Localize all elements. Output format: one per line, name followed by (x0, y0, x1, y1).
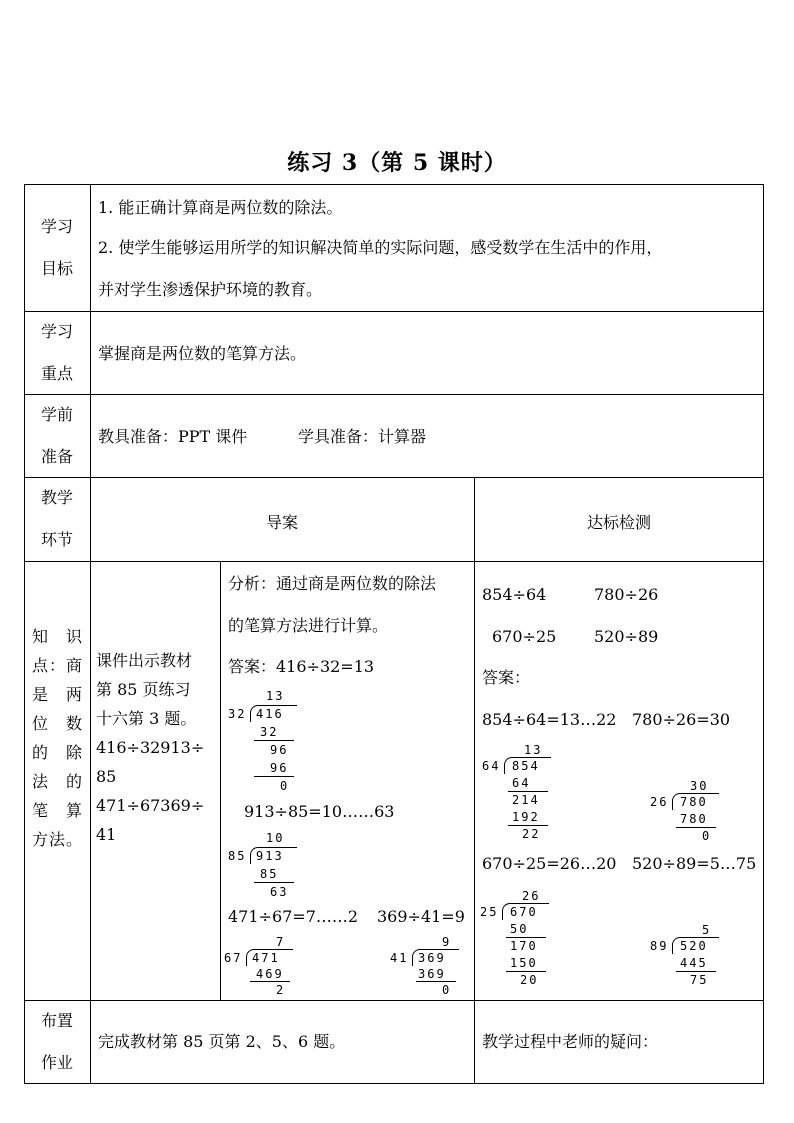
dividend: 416 (256, 707, 284, 721)
partial-product: 469 (256, 967, 284, 981)
check-a2: 780÷26=30 (632, 710, 731, 729)
remainder: 2 (276, 983, 286, 997)
knowledge-label (24, 622, 90, 854)
divisor: 85 (228, 849, 247, 863)
remainder: 63 (270, 885, 289, 899)
focus-label-1: 学习 (40, 322, 73, 341)
equation-913: 913÷85=10……63 (244, 802, 395, 821)
divisor: 26 (650, 795, 669, 809)
check-a4: 520÷89=5…75 (632, 854, 757, 873)
quotient: 26 (522, 889, 541, 903)
partial-product: 50 (510, 922, 529, 936)
steps-label-1: 教学 (40, 488, 73, 507)
task-line: 第 85 页练习 (96, 680, 191, 699)
remainder: 0 (702, 829, 712, 843)
dividend: 471 (252, 951, 280, 965)
guide-header: 导案 (265, 513, 298, 532)
divisor: 25 (480, 905, 499, 919)
answer-416: 答案：416÷32=13 (228, 657, 375, 676)
knowledge-label-line: 笔 算 (32, 801, 82, 820)
knowledge-label-line: 法 的 (32, 772, 82, 791)
goals-label-1: 学习 (40, 217, 73, 236)
check-q4: 520÷89 (594, 627, 659, 646)
long-division-520 (650, 922, 730, 988)
task-line: 十六第 3 题。 (96, 709, 197, 728)
equation-471: 471÷67=7……2 (228, 907, 359, 926)
long-division-369 (390, 934, 470, 1000)
dividend: 369 (418, 951, 446, 965)
long-division-471 (224, 934, 304, 1000)
analysis-line-1: 分析：通过商是两位数的除法 (228, 574, 437, 593)
quotient: 13 (524, 743, 543, 757)
knowledge-label-line: 点：商 (32, 656, 82, 675)
remainder: 20 (520, 973, 539, 987)
long-division-670 (480, 888, 560, 992)
focus-text: 掌握商是两位数的笔算方法。 (98, 344, 307, 363)
knowledge-label-line: 知 识 (32, 627, 82, 646)
remainder: 0 (442, 983, 452, 997)
check-q2: 780÷26 (594, 585, 659, 604)
check-a3: 670÷25=26…20 (482, 854, 617, 873)
task-line: 41 (96, 825, 117, 844)
quotient: 9 (442, 935, 452, 949)
check-header: 达标检测 (586, 513, 651, 532)
dividend: 520 (680, 939, 708, 953)
check-q3: 670÷25 (492, 627, 557, 646)
analysis-line-2: 的笔算方法进行计算。 (228, 616, 389, 635)
partial-remainder: 214 (512, 793, 540, 807)
partial-product: 369 (418, 967, 446, 981)
goals-label-2: 目标 (40, 259, 73, 278)
partial-remainder: 96 (270, 743, 289, 757)
prep-teacher: 教具准备：PPT 课件 (98, 427, 248, 446)
steps-label-2: 环节 (40, 530, 73, 549)
focus-label-2: 重点 (40, 364, 73, 383)
divisor: 64 (482, 759, 501, 773)
dividend: 780 (680, 795, 708, 809)
homework-label-1: 布置 (40, 1011, 73, 1030)
homework-text: 完成教材第 85 页第 2、5、6 题。 (98, 1032, 346, 1051)
dividend: 854 (512, 759, 540, 773)
quotient: 30 (690, 779, 709, 793)
knowledge-label-line: 方法。 (32, 830, 82, 849)
dividend: 670 (510, 905, 538, 919)
partial-product: 150 (510, 956, 538, 970)
quotient: 7 (276, 935, 286, 949)
partial-product: 780 (680, 812, 708, 826)
equation-369: 369÷41=9 (377, 907, 465, 926)
remainder: 75 (690, 973, 709, 987)
divisor: 67 (224, 951, 243, 965)
partial-product: 32 (260, 725, 279, 739)
partial-product: 192 (512, 810, 540, 824)
teacher-questions: 教学过程中老师的疑问： (482, 1032, 659, 1051)
divisor: 89 (650, 939, 669, 953)
prep-label-1: 学前 (40, 405, 73, 424)
task-line: 85 (96, 767, 117, 786)
divisor: 41 (390, 951, 409, 965)
partial-product: 445 (680, 956, 708, 970)
task-list (96, 646, 204, 849)
long-division-913 (228, 830, 308, 900)
long-division-416 (228, 688, 308, 792)
partial-product: 96 (270, 761, 289, 775)
partial-product: 85 (260, 867, 279, 881)
partial-product: 64 (512, 776, 531, 790)
goal-line-3: 并对学生渗透保护环境的教育。 (98, 280, 323, 299)
check-q1: 854÷64 (482, 585, 547, 604)
task-line: 416÷32913÷ (96, 738, 205, 757)
task-line: 课件出示教材 (96, 651, 193, 670)
page-title: 练习 3（第 5 课时） (287, 150, 507, 176)
check-a1: 854÷64=13…22 (482, 710, 617, 729)
goal-line-1: 1. 能正确计算商是两位数的除法。 (98, 198, 343, 217)
quotient: 10 (266, 831, 285, 845)
dividend: 913 (256, 849, 284, 863)
prep-student: 学具准备：计算器 (298, 427, 427, 446)
prep-label-2: 准备 (40, 447, 73, 466)
quotient: 13 (266, 689, 285, 703)
quotient: 5 (702, 923, 712, 937)
knowledge-label-line: 的 除 (32, 743, 82, 762)
remainder: 0 (280, 779, 290, 793)
goal-line-2: 2. 使学生能够运用所学的知识解决简单的实际问题，感受数学在生活中的作用， (98, 238, 663, 257)
homework-label-2: 作业 (40, 1053, 73, 1072)
knowledge-label-line: 位 数 (32, 714, 82, 733)
lesson-table (24, 184, 764, 1084)
task-line: 471÷67369÷ (96, 796, 205, 815)
long-division-854 (482, 742, 562, 842)
remainder: 22 (522, 827, 541, 841)
divisor: 32 (228, 707, 247, 721)
long-division-780 (650, 778, 730, 842)
check-answer-label: 答案： (482, 668, 531, 687)
knowledge-label-line: 是 两 (32, 685, 82, 704)
partial-remainder: 170 (510, 939, 538, 953)
